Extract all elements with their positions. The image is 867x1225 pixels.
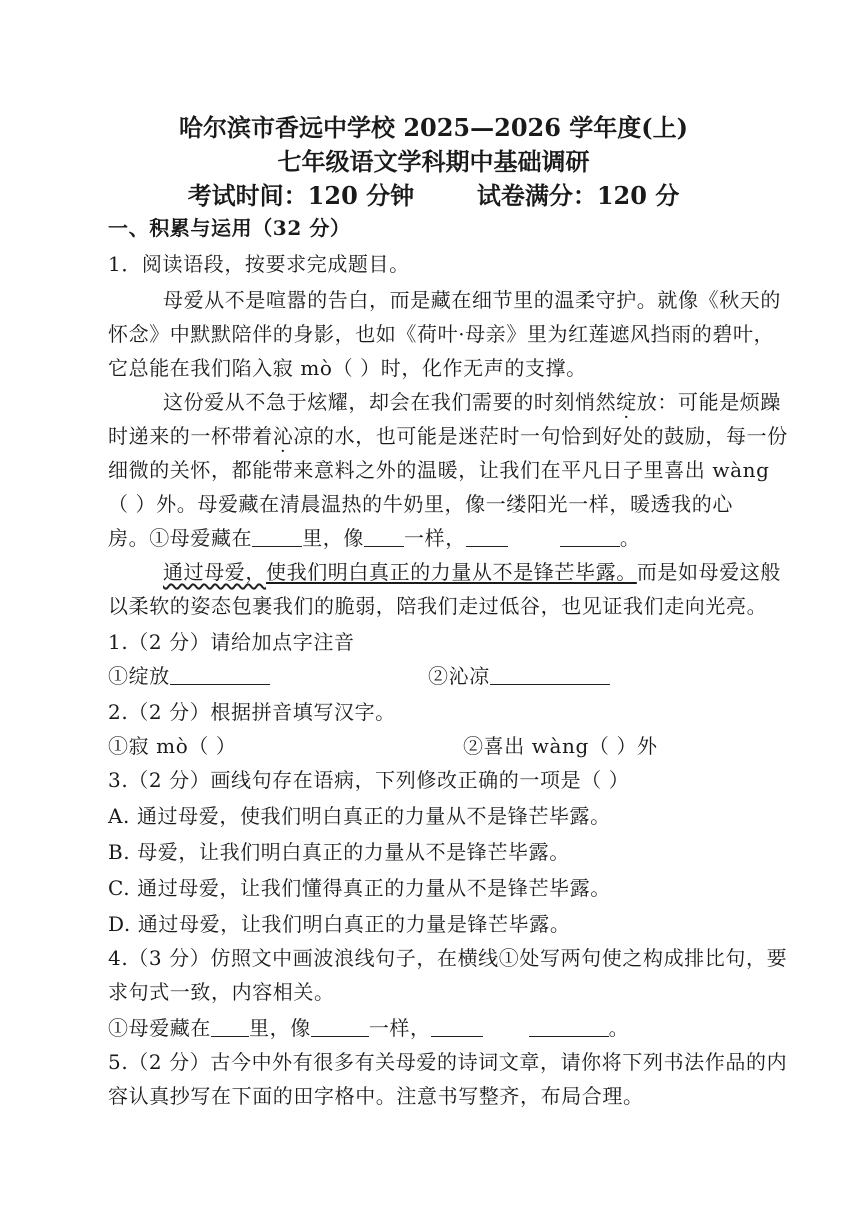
passage-line-5: 时递来的一杯带着沁凉的水，也可能是迷茫时一句恰到好处的鼓励，每一份 — [108, 424, 788, 448]
pinyin-blank-1: （ ） — [332, 356, 381, 380]
passage-line-3: 它总能在我们陷入寂 mò（ ）时，化作无声的支撑。 — [108, 356, 587, 380]
q3-option-c: C. 通过母爱，让我们懂得真正的力量从不是锋芒毕露。 — [108, 876, 611, 900]
q1-prompt: 1.（2 分）请给加点字注音 — [108, 630, 355, 654]
exam-score: 试卷满分：120 分 — [476, 181, 680, 210]
q3-prompt: 3.（2 分）画线句存在语病，下列修改正确的一项是（ ） — [108, 768, 630, 792]
passage-line-1: 母爱从不是喧嚣的告白，而是藏在细节里的温柔守护。就像《秋天的 — [163, 288, 781, 312]
wavy-sentence: 通过母爱， — [163, 560, 266, 584]
section-heading: 一、积累与运用（32 分） — [108, 216, 351, 240]
q3-option-b: B. 母爱，让我们明白真正的力量从不是锋芒毕露。 — [108, 840, 570, 864]
underlined-sentence: 使我们明白真正的力量从不是锋芒毕露。 — [266, 560, 637, 584]
q5-prompt-1: 5.（2 分）古今中外有很多有关母爱的诗词文章，请你将下列书法作品的内 — [108, 1050, 788, 1074]
passage-line-6: 细微的关怀，都能带来意料之外的温暖，让我们在平凡日子里喜出 wàng — [108, 458, 770, 482]
passage-line-8: 房。①母爱藏在 里，像 一样， 。 — [108, 526, 641, 550]
q4-prompt-2: 求句式一致，内容相关。 — [108, 980, 335, 1004]
q1-item-1: ①绽放 — [108, 660, 270, 689]
passage-line-7: （ ）外。母爱藏在清晨温热的牛奶里，像一缕阳光一样，暖透我的心 — [108, 492, 733, 516]
exam-title: 七年级语文学科期中基础调研 — [277, 147, 590, 176]
q3-option-a: A. 通过母爱，使我们明白真正的力量从不是锋芒毕露。 — [108, 804, 611, 828]
q3-option-d: D. 通过母爱，让我们明白真正的力量是锋芒毕露。 — [108, 912, 571, 936]
q2-item-2: ②喜出 wàng（ ）外 — [463, 734, 658, 758]
q4-prompt-1: 4.（3 分）仿照文中画波浪线句子，在横线①处写两句使之构成排比句，要 — [108, 946, 788, 970]
exam-time: 考试时间：120 分钟 — [187, 181, 415, 210]
q2-item-1: ①寂 mò（ ） — [108, 734, 237, 758]
passage-line-10: 以柔软的姿态包裹我们的脆弱，陪我们走过低谷，也见证我们走向光亮。 — [108, 594, 768, 618]
q5-prompt-2: 容认真抄写在下面的田字格中。注意书写整齐，布局合理。 — [108, 1084, 644, 1108]
passage-line-4: 这份爱从不急于炫耀，却会在我们需要的时刻悄然绽放：可能是烦躁 — [163, 390, 782, 414]
exam-info — [0, 176, 867, 211]
passage-line-9: 通过母爱，使我们明白真正的力量从不是锋芒毕露。而是如母爱这般 — [163, 560, 782, 584]
q2-prompt: 2.（2 分）根据拼音填写汉字。 — [108, 700, 396, 724]
school-title: 哈尔滨市香远中学校 2025—2026 学年度(上) — [178, 113, 688, 142]
question-intro: 1．阅读语段，按要求完成题目。 — [108, 252, 410, 276]
passage-line-2: 怀念》中默默陪伴的身影，也如《荷叶·母亲》里为红莲遮风挡雨的碧叶， — [108, 322, 775, 346]
q4-answer-line: ①母爱藏在 里，像 一样， 。 — [108, 1016, 630, 1040]
q1-item-2: ②沁凉 — [428, 660, 610, 689]
